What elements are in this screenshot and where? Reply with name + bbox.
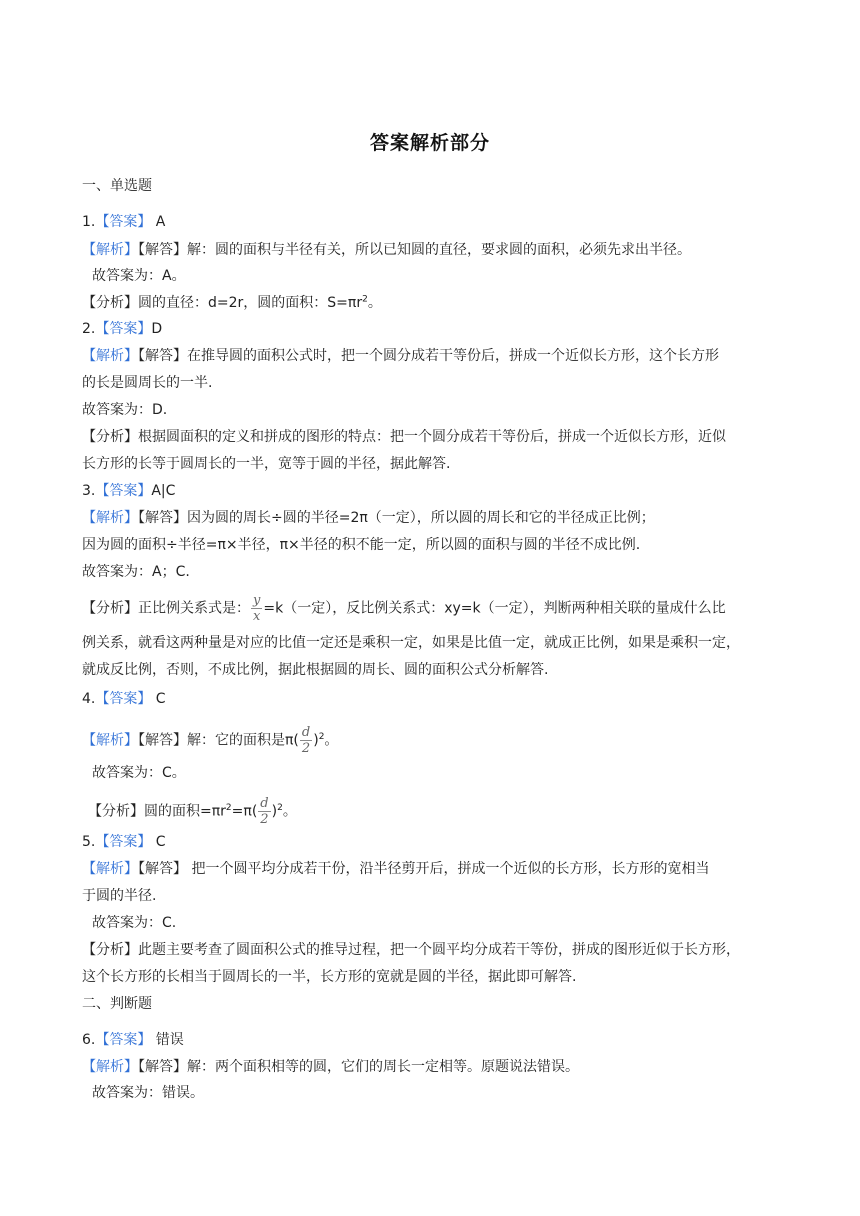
q4-fenxi-sup2: 2: [277, 802, 283, 813]
d-over-2-fraction: $\frac{d}{2}$: [301, 725, 311, 756]
q4-jiexi-tag: 【解析】: [82, 732, 138, 749]
q3-jieda-text1: 因为圆的周长÷圆的半径=2π（一定），所以圆的周长和它的半径成正比例；: [187, 510, 655, 526]
q2-answer-tag: 【答案】: [95, 321, 152, 337]
q1-fenxi-text: 圆的直径：d=2r，圆的面积：S=πr: [138, 295, 363, 311]
q3-explanation-line1: [82, 508, 655, 528]
q1-jieda-text: 解：圆的面积与半径有关，所以已知圆的直径，要求圆的面积，必须先求出半径。: [187, 242, 691, 258]
q3-conclusion: 故答案为：A；C.: [82, 564, 190, 580]
q6-answer-line: [82, 1030, 184, 1050]
q6-jiexi-tag: 【解析】: [82, 1059, 138, 1075]
q5-jieda-text1: 把一个圆平均分成若干份，沿半径剪开后，拼成一个近似的长方形，长方形的宽相当: [187, 861, 710, 877]
q1-answer-tag: 【答案】: [95, 214, 152, 230]
q3-jiexi-tag: 【解析】: [82, 510, 138, 526]
q3-fenxi-tag: 【分析】: [82, 600, 138, 617]
q5-fenxi-text1: 此题主要考查了圆面积公式的推导过程，把一个圆平均分成若干等份，拼成的图形近似于长方形，: [138, 942, 740, 958]
q3-explanation-line2: 因为圆的面积÷半径=π×半径，π×半径的积不能一定，所以圆的面积与圆的半径不成比例.: [82, 537, 641, 553]
q2-analysis-line1: [82, 427, 726, 447]
q1-answer: A: [151, 214, 166, 230]
q1-conclusion: 故答案为：A。: [92, 268, 186, 284]
q3-answer: A|C: [151, 483, 176, 499]
q4-number: 4.: [82, 691, 96, 707]
q2-explanation-line1: [82, 346, 719, 366]
q1-answer-line: [82, 212, 165, 232]
q4-fenxi-post: ): [271, 803, 278, 820]
q5-answer-tag: 【答案】: [95, 834, 152, 850]
page-title: 答案解析部分: [369, 132, 490, 154]
q4-jieda-sup: 2: [318, 731, 325, 742]
q5-answer: C: [151, 834, 166, 850]
q1-jieda-tag: 【解答】: [138, 242, 187, 258]
q2-jieda-tag: 【解答】: [138, 348, 187, 364]
q5-answer-line: [82, 832, 166, 852]
q4-answer: C: [151, 691, 166, 707]
q5-fenxi-tag: 【分析】: [82, 942, 138, 958]
section-heading-true-false: 二、判断题: [82, 996, 152, 1012]
q2-answer: D: [151, 321, 163, 337]
q2-analysis-line2: 长方形的长等于圆周长的一半，宽等于圆的半径，据此解答.: [82, 456, 451, 472]
d-over-2-fraction-analysis: $\frac{d}{2}$: [260, 796, 269, 827]
q6-conclusion: 故答案为：错误。: [92, 1085, 204, 1101]
q4-jieda-pre: 解：它的面积是π(: [187, 732, 299, 749]
q3-analysis-line1: [82, 594, 726, 623]
q4-jieda-end: 。: [324, 732, 339, 749]
q4-fenxi-sup1: 2: [225, 802, 232, 813]
q2-fenxi-tag: 【分析】: [82, 429, 138, 445]
q6-number: 6.: [82, 1032, 96, 1048]
q4-fenxi-mid: =π(: [231, 803, 258, 820]
q2-fenxi-text1: 根据圆面积的定义和拼成的图形的特点：把一个圆分成若干等份后，拼成一个近似长方形，近似: [138, 429, 726, 445]
section-heading-single-choice: 一、单选题: [82, 178, 152, 194]
q6-answer-tag: 【答案】: [95, 1032, 152, 1048]
q4-jieda-tag: 【解答】: [138, 732, 187, 749]
q1-jiexi-tag: 【解析】: [82, 242, 138, 258]
q2-number: 2.: [82, 321, 96, 337]
q1-number: 1.: [82, 214, 96, 230]
q3-analysis-line2: 例关系，就看这两种量是对应的比值一定还是乘积一定，如果是比值一定，就成正比例，如果是乘积一定，: [82, 635, 740, 651]
q5-number: 5.: [82, 834, 96, 850]
q2-jieda-text1: 在推导圆的面积公式时，把一个圆分成若干等份后，拼成一个近似长方形，这个长方形: [187, 348, 719, 364]
q4-fenxi-tag: 【分析】: [88, 803, 144, 820]
q1-fenxi-end: 。: [367, 295, 382, 311]
q5-explanation-line1: [82, 859, 709, 879]
q5-conclusion: 故答案为：C.: [92, 915, 177, 931]
q6-jieda-text: 解：两个面积相等的圆，它们的周长一定相等。原题说法错误。: [187, 1059, 579, 1075]
q6-explanation: [82, 1057, 579, 1077]
q2-jiexi-tag: 【解析】: [82, 348, 138, 364]
q5-analysis-line2: 这个长方形的长相当于圆周长的一半，长方形的宽就是圆的半径，据此即可解答.: [82, 969, 577, 985]
q1-explanation: [82, 240, 691, 260]
q4-explanation: [82, 726, 338, 755]
q3-jieda-tag: 【解答】: [138, 510, 187, 526]
q1-analysis: [82, 293, 382, 313]
q2-conclusion: 故答案为：D.: [82, 402, 168, 418]
q4-conclusion: 故答案为：C。: [92, 765, 186, 781]
q3-analysis-line3: 就成反比例，否则，不成比例，据此根据圆的周长、圆的面积公式分析解答.: [82, 662, 549, 678]
q4-fenxi-pre: 圆的面积=πr: [144, 803, 226, 820]
q5-jieda-tag: 【解答】: [138, 861, 187, 877]
q3-answer-tag: 【答案】: [95, 483, 152, 499]
q5-analysis-line1: [82, 940, 740, 960]
q4-answer-line: [82, 689, 166, 709]
q3-fenxi-text1: =k（一定），反比例关系式：xy=k（一定），判断两种相关联的量成什么比: [263, 600, 726, 617]
q3-fenxi-pre: 正比例关系式是：: [138, 600, 250, 617]
q3-answer-line: [82, 481, 175, 501]
q5-explanation-line2: 于圆的半径.: [82, 888, 157, 904]
q5-jiexi-tag: 【解析】: [82, 861, 138, 877]
q4-answer-tag: 【答案】: [95, 691, 152, 707]
q6-jieda-tag: 【解答】: [138, 1059, 187, 1075]
q4-jieda-post: ): [313, 732, 319, 749]
q6-answer: 错误: [151, 1032, 184, 1048]
q1-fenxi-sup: 2: [362, 294, 368, 305]
q2-answer-line: [82, 319, 162, 339]
q4-fenxi-end: 。: [282, 803, 297, 820]
q4-analysis: [88, 797, 297, 826]
q1-fenxi-tag: 【分析】: [82, 295, 138, 311]
q3-number: 3.: [82, 483, 96, 499]
y-over-x-fraction: $\frac{y}{x}$: [253, 593, 261, 624]
q2-explanation-line2: 的长是圆周长的一半.: [82, 375, 213, 391]
